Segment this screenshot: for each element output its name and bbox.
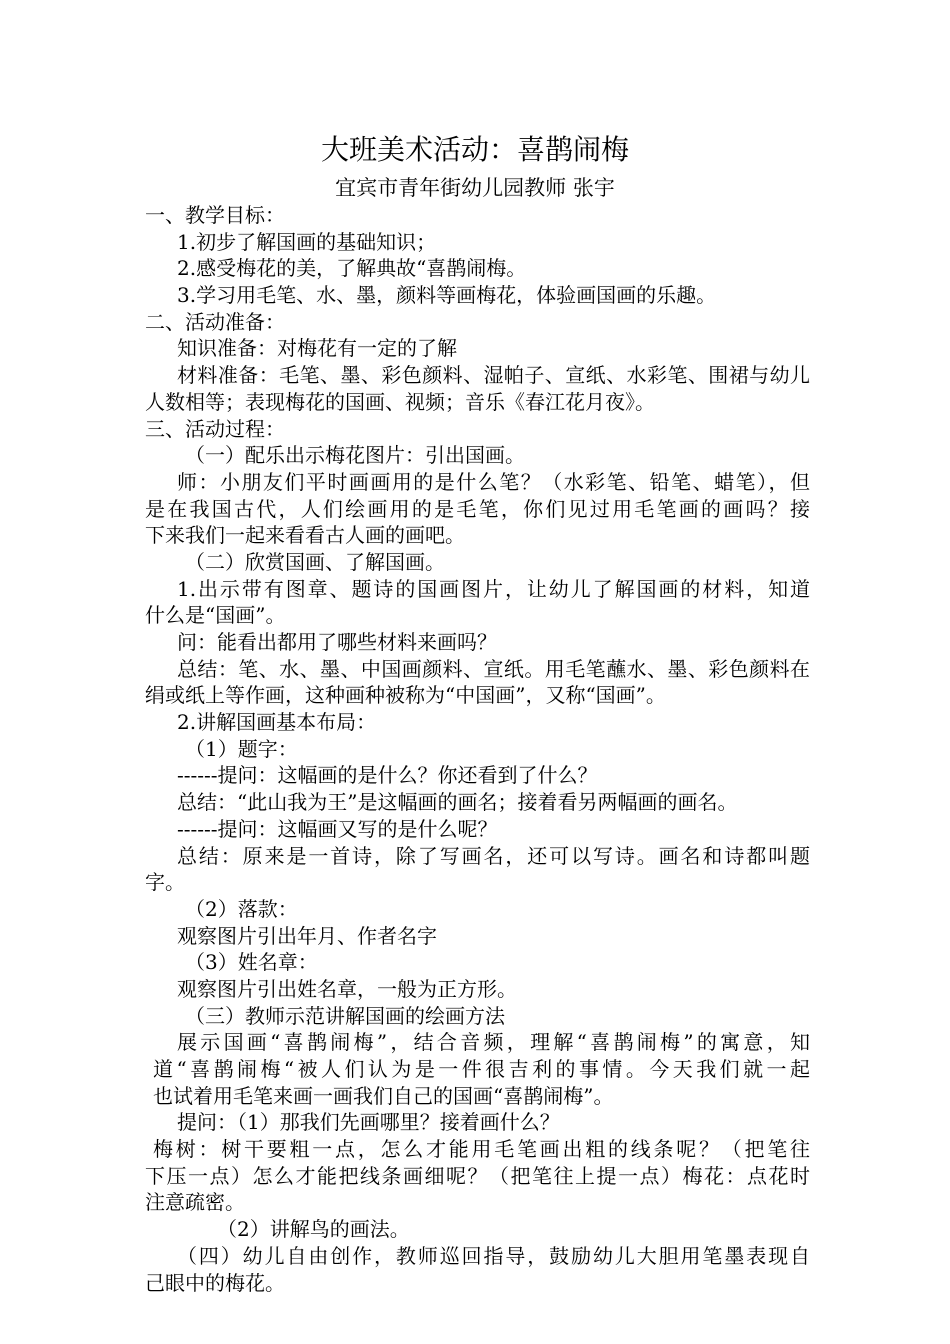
- document-author: 宜宾市青年街幼儿园教师 张宇: [335, 176, 615, 200]
- paragraph-line: 下压一点）怎么才能把线条画细呢？（把笔往上提一点）梅花：点花时: [145, 1163, 810, 1188]
- paragraph-line: 1.出示带有图章、题诗的国画图片，让幼儿了解国画的材料，知道: [177, 576, 810, 601]
- subsection-heading: （四）幼儿自由创作，教师巡回指导，鼓励幼儿大胆用笔墨表现自: [177, 1243, 810, 1268]
- subsection-heading: （一）配乐出示梅花图片：引出国画。: [185, 443, 525, 468]
- paragraph-line: 2.感受梅花的美，了解典故“喜鹊闹梅。: [177, 256, 527, 281]
- subsection-heading: （二）欣赏国画、了解国画。: [185, 549, 445, 574]
- paragraph-line: ------提问：这幅画又写的是什么呢？: [177, 816, 498, 841]
- paragraph-line: （2）讲解鸟的画法。: [217, 1217, 410, 1242]
- paragraph-line: 知识准备：对梅花有一定的了解: [177, 336, 457, 361]
- paragraph-line: 什么是“国画”。: [145, 603, 286, 628]
- paragraph-line: 材料准备：毛笔、墨、彩色颜料、湿帕子、宣纸、水彩笔、围裙与幼儿: [177, 363, 810, 388]
- subsection-heading: （三）教师示范讲解国画的绘画方法: [185, 1003, 505, 1028]
- paragraph-line: 3.学习用毛笔、水、墨，颜料等画梅花，体验画国画的乐趣。: [177, 283, 717, 308]
- paragraph-line: 下来我们一起来看看古人画的画吧。: [145, 523, 465, 548]
- document-title: 大班美术活动：喜鹊闹梅: [320, 133, 629, 166]
- paragraph-line: （3）姓名章：: [185, 950, 318, 975]
- paragraph-line: 师：小朋友们平时画画用的是什么笔？（水彩笔、铅笔、蜡笔），但: [177, 469, 810, 494]
- paragraph-line: 也试着用毛笔来画一画我们自己的国画“喜鹊闹梅”。: [153, 1083, 614, 1108]
- paragraph-line: 展示国画“喜鹊闹梅”，结合音频，理解“喜鹊闹梅”的寓意，知: [177, 1030, 810, 1055]
- paragraph-line: 总结：“此山我为王”是这幅画的画名；接着看另两幅画的画名。: [177, 790, 738, 815]
- paragraph-line: （2）落款：: [185, 896, 298, 921]
- paragraph-line: 己眼中的梅花。: [145, 1270, 285, 1295]
- paragraph-line: 道“喜鹊闹梅“被人们认为是一件很吉利的事情。今天我们就一起: [153, 1057, 810, 1081]
- paragraph-line: 观察图片引出年月、作者名字: [177, 923, 437, 948]
- paragraph-line: 1.初步了解国画的基础知识；: [177, 229, 437, 254]
- section-heading-process: 三、活动过程：: [145, 416, 285, 441]
- document-body: [145, 202, 810, 1296]
- paragraph-line: 是在我国古代，人们绘画用的是毛笔，你们见过用毛笔画的画吗？接: [145, 496, 810, 521]
- paragraph-line: 问：能看出都用了哪些材料来画吗？: [177, 630, 497, 654]
- paragraph-line: 字。: [145, 870, 185, 895]
- section-heading-goals: 一、教学目标：: [145, 203, 285, 227]
- paragraph-line: 总结：原来是一首诗，除了写画名，还可以写诗。画名和诗都叫题: [177, 843, 810, 868]
- paragraph-line: 提问：（1）那我们先画哪里？接着画什么？: [177, 1110, 560, 1135]
- section-heading-preparation: 二、活动准备：: [145, 309, 285, 334]
- paragraph-line: 梅树：树干要粗一点，怎么才能用毛笔画出粗的线条呢？（把笔往: [153, 1137, 810, 1162]
- paragraph-line: 2.讲解国画基本布局：: [177, 710, 377, 735]
- paragraph-line: （1）题字：: [185, 736, 298, 761]
- paragraph-line: 人数相等；表现梅花的国画、视频；音乐《春江花月夜》。: [145, 389, 655, 414]
- paragraph-line: 注意疏密。: [145, 1190, 245, 1215]
- paragraph-line: 观察图片引出姓名章，一般为正方形。: [177, 976, 517, 1001]
- paragraph-line: 总结：笔、水、墨、中国画颜料、宣纸。用毛笔蘸水、墨、彩色颜料在: [177, 656, 810, 681]
- paragraph-line: ------提问：这幅画的是什么？你还看到了什么？: [177, 763, 598, 788]
- paragraph-line: 绢或纸上等作画，这种画种被称为“中国画”，又称“国画”。: [145, 683, 666, 708]
